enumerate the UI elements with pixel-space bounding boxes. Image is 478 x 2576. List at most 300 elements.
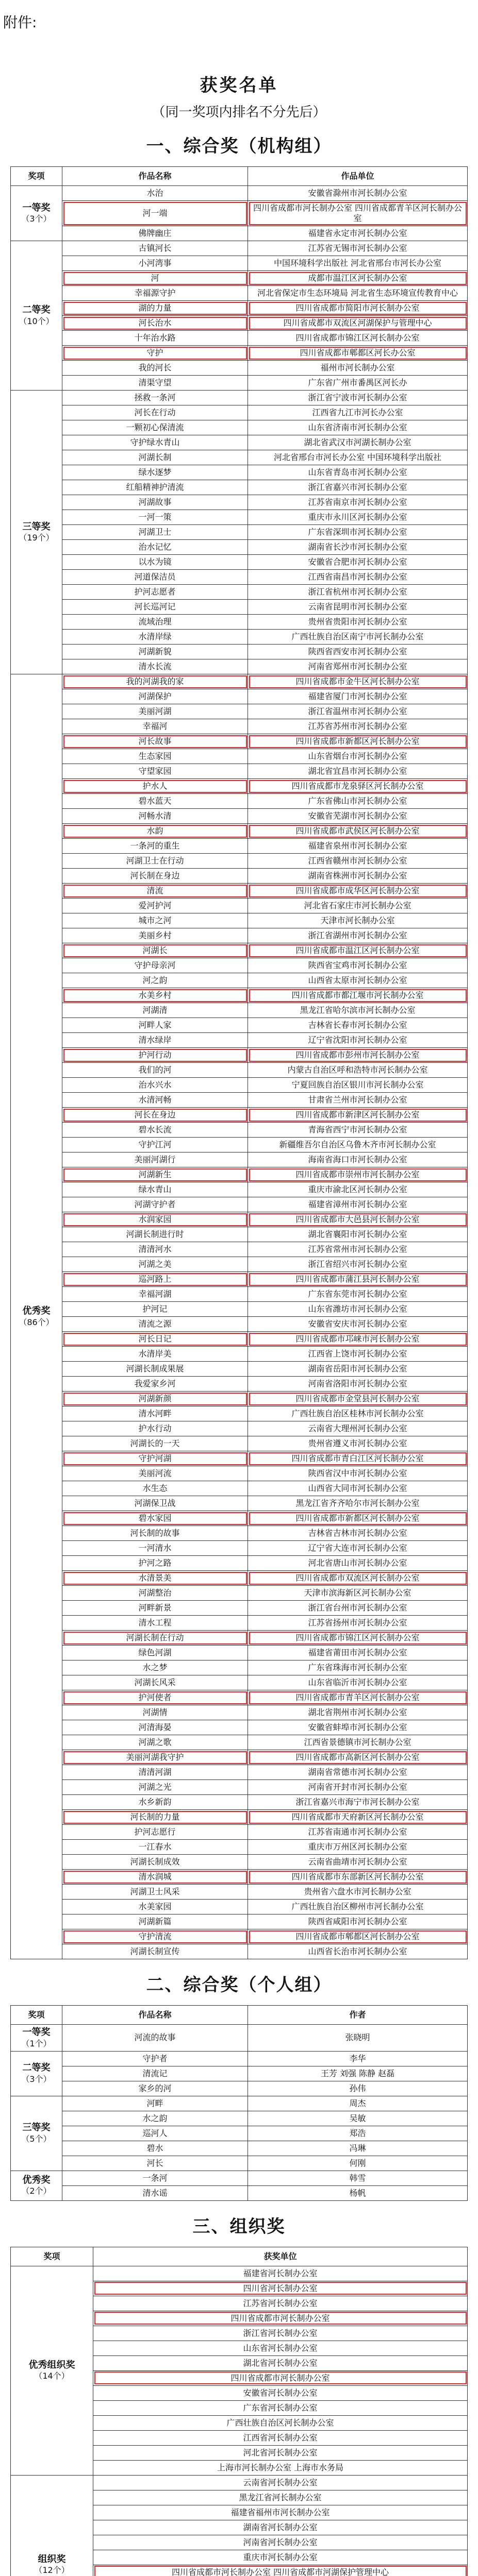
award-category-label: 二等奖 bbox=[22, 304, 51, 316]
work-unit: 黑龙江省齐齐哈尔市河长制办公室 bbox=[248, 1496, 468, 1511]
table-row bbox=[11, 256, 468, 271]
award-category bbox=[11, 2025, 62, 2052]
work-unit: 浙江省嘉兴市海宁市河长制办公室 bbox=[248, 1795, 468, 1810]
work-unit: 四川省成都市新都区河长制办公室 bbox=[248, 1511, 468, 1526]
table-row bbox=[11, 943, 468, 958]
work-name: 水清河畅 bbox=[62, 1093, 248, 1108]
work-unit: 河南省郑州市河长制办公室 bbox=[248, 659, 468, 674]
table-row bbox=[11, 271, 468, 286]
table-row bbox=[11, 1705, 468, 1720]
document-subtitle: （同一奖项内排名不分先后） bbox=[152, 105, 326, 120]
work-name: 美丽乡村 bbox=[62, 928, 248, 943]
work-name: 清水润城 bbox=[62, 1870, 248, 1885]
work-name: 拯救一条河 bbox=[62, 391, 248, 405]
award-category-label: 三等奖 bbox=[22, 2122, 51, 2133]
work-unit: 吉林省吉林市河长制办公室 bbox=[248, 1526, 468, 1541]
work-unit: 四川省成都市武侯区河长制办公室 bbox=[248, 824, 468, 839]
work-name: 河湖卫士 bbox=[62, 525, 248, 540]
table-row bbox=[11, 674, 468, 689]
winner-unit: 云南省河长制办公室 bbox=[93, 2475, 468, 2490]
winner-unit: 河北省河长制办公室 bbox=[93, 2445, 468, 2460]
award-table bbox=[10, 166, 468, 1959]
work-name: 河湖新生 bbox=[62, 1167, 248, 1182]
table-row bbox=[11, 749, 468, 764]
work-name: 河长 bbox=[62, 2156, 248, 2171]
table-row bbox=[11, 869, 468, 884]
table-row bbox=[11, 2475, 468, 2490]
table-row bbox=[11, 2025, 468, 2052]
work-name: 河长故事 bbox=[62, 734, 248, 749]
work-name: 河湖故事 bbox=[62, 495, 248, 510]
work-name: 守护母亲河 bbox=[62, 958, 248, 973]
award-count: （1个） bbox=[21, 2038, 52, 2048]
work-unit: 湖北省襄阳市河长制办公室 bbox=[248, 1227, 468, 1242]
work-name: 治水记忆 bbox=[62, 540, 248, 555]
work-name: 清水河畔 bbox=[62, 1406, 248, 1421]
table-row bbox=[11, 1018, 468, 1033]
work-unit: 浙江省宁波市河长制办公室 bbox=[248, 391, 468, 405]
work-name: 河长制的故事 bbox=[62, 1526, 248, 1541]
winner-unit: 四川省成都市河长制办公室 bbox=[93, 2311, 468, 2326]
table-row bbox=[11, 2111, 468, 2126]
work-unit: 安徽省芜湖市河长制办公室 bbox=[248, 809, 468, 824]
work-name: 河道保洁员 bbox=[62, 570, 248, 585]
table-row bbox=[11, 1810, 468, 1825]
work-name: 碧水家园 bbox=[62, 1511, 248, 1526]
work-name: 清水绿岸 bbox=[62, 1033, 248, 1048]
work-name: 河之韵 bbox=[62, 973, 248, 988]
work-unit: 王芳 刘强 陈静 赵磊 bbox=[248, 2066, 468, 2081]
table-row bbox=[11, 1795, 468, 1810]
work-unit: 江苏省南京市河长制办公室 bbox=[248, 495, 468, 510]
work-unit: 浙江省台州市河长制办公室 bbox=[248, 1601, 468, 1616]
work-unit: 吴敏 bbox=[248, 2111, 468, 2126]
award-count: （3个） bbox=[21, 2074, 52, 2084]
work-unit: 福建省漳州市河长制办公室 bbox=[248, 1197, 468, 1212]
work-unit: 安徽省蚌埠市河长制办公室 bbox=[248, 1720, 468, 1735]
attachment-label: 附件: bbox=[3, 14, 37, 31]
work-unit: 江西省上饶市河长制办公室 bbox=[248, 1347, 468, 1362]
work-unit: 韩雪 bbox=[248, 2171, 468, 2185]
award-count: （12个） bbox=[34, 2565, 70, 2575]
work-name: 河湖新貌 bbox=[62, 645, 248, 659]
work-unit: 江西省南昌市河长制办公室 bbox=[248, 570, 468, 585]
work-name: 家乡的河 bbox=[62, 2081, 248, 2096]
work-unit: 湖南省岳阳市河长制办公室 bbox=[248, 1362, 468, 1377]
winner-unit: 江西省河长制办公室 bbox=[93, 2430, 468, 2445]
work-name: 水美乡村 bbox=[62, 988, 248, 1003]
work-name: 绿色河湖 bbox=[62, 1646, 248, 1660]
work-name: 绿水逐梦 bbox=[62, 465, 248, 480]
column-header: 作品名称 bbox=[62, 2006, 248, 2025]
table-row bbox=[11, 719, 468, 734]
work-name: 河长日记 bbox=[62, 1332, 248, 1347]
work-unit: 四川省成都市邛崃市河长制办公室 bbox=[248, 1332, 468, 1347]
work-unit: 云南省大理州河长制办公室 bbox=[248, 1421, 468, 1436]
work-name: 河湖之歌 bbox=[62, 1735, 248, 1750]
award-count: （14个） bbox=[34, 2371, 70, 2381]
work-unit: 四川省成都市锦江区河长制办公室 bbox=[248, 331, 468, 346]
table-row bbox=[11, 286, 468, 301]
work-name: 清清河水 bbox=[62, 1242, 248, 1257]
work-unit: 四川省成都市双流区河长制办公室 bbox=[248, 1571, 468, 1586]
winner-unit: 广西壮族自治区河长制办公室 bbox=[93, 2415, 468, 2430]
work-unit: 广东省珠海市河长制办公室 bbox=[248, 1660, 468, 1675]
work-name: 清水工程 bbox=[62, 1616, 248, 1631]
table-row bbox=[11, 1586, 468, 1601]
winner-unit: 四川省河长制办公室 bbox=[93, 2281, 468, 2296]
work-name: 河湖整治 bbox=[62, 1586, 248, 1601]
table-row bbox=[11, 1392, 468, 1406]
work-unit: 浙江省嘉兴市河长制办公室 bbox=[248, 480, 468, 495]
table-row bbox=[11, 2126, 468, 2141]
work-unit: 周杰 bbox=[248, 2096, 468, 2111]
work-name: 守护清流 bbox=[62, 1929, 248, 1944]
work-unit: 四川省成都市高新区河长制办公室 bbox=[248, 1750, 468, 1765]
award-category bbox=[11, 2096, 62, 2171]
table-row bbox=[11, 2066, 468, 2081]
work-unit: 广东省广州市番禺区河长办 bbox=[248, 376, 468, 391]
work-unit: 山东省济南市河长制办公室 bbox=[248, 420, 468, 435]
winner-unit: 江苏省河长制办公室 bbox=[93, 2296, 468, 2311]
work-name: 水清景美 bbox=[62, 1571, 248, 1586]
work-name: 河湖长制进行时 bbox=[62, 1227, 248, 1242]
work-name: 一条河的重生 bbox=[62, 839, 248, 854]
column-header: 奖项 bbox=[11, 2247, 93, 2266]
work-unit: 江苏省扬州市河长制办公室 bbox=[248, 1616, 468, 1631]
section-title: 三、组织奖 bbox=[192, 2216, 286, 2237]
column-header: 作品单位 bbox=[248, 167, 468, 186]
work-unit: 福州市河长制办公室 bbox=[248, 361, 468, 376]
work-name: 水韵 bbox=[62, 824, 248, 839]
work-name: 巡河路上 bbox=[62, 1272, 248, 1287]
table-row bbox=[11, 1929, 468, 1944]
work-name: 河湖长制在行动 bbox=[62, 1631, 248, 1646]
table-row bbox=[11, 1421, 468, 1436]
award-category bbox=[11, 186, 62, 241]
work-unit: 福建省厦门市河长制办公室 bbox=[248, 689, 468, 704]
table-row bbox=[11, 689, 468, 704]
work-unit: 四川省成都市崇州市河长制办公室 bbox=[248, 1167, 468, 1182]
work-name: 河湖情 bbox=[62, 1705, 248, 1720]
work-name: 河畔人家 bbox=[62, 1018, 248, 1033]
table-row bbox=[11, 1003, 468, 1018]
table-row bbox=[11, 973, 468, 988]
award-count: （3个） bbox=[21, 214, 52, 224]
work-name: 清流记 bbox=[62, 2066, 248, 2081]
work-name: 护河记 bbox=[62, 1302, 248, 1317]
work-name: 一颗初心保清流 bbox=[62, 420, 248, 435]
table-row bbox=[11, 734, 468, 749]
work-name: 碧水长流 bbox=[62, 1123, 248, 1138]
work-name: 护水人 bbox=[62, 779, 248, 794]
table-row bbox=[11, 1690, 468, 1705]
work-unit: 山东省潍坊市河长制办公室 bbox=[248, 1302, 468, 1317]
table-row bbox=[11, 1944, 468, 1959]
work-name: 河湖卫士风采 bbox=[62, 1885, 248, 1900]
table-row bbox=[11, 1048, 468, 1063]
work-unit: 河北省唐山市河长制办公室 bbox=[248, 1556, 468, 1571]
winner-unit: 山东省河长制办公室 bbox=[93, 2341, 468, 2355]
award-category bbox=[11, 241, 62, 391]
sections-container bbox=[0, 132, 478, 2576]
table-row bbox=[11, 1272, 468, 1287]
table-row bbox=[11, 495, 468, 510]
work-unit: 云南省曲靖市河长制办公室 bbox=[248, 1855, 468, 1870]
winner-unit: 湖南省河长制办公室 bbox=[93, 2520, 468, 2535]
work-unit: 江苏省苏州市河长制办公室 bbox=[248, 719, 468, 734]
winner-unit: 广东省河长制办公室 bbox=[93, 2400, 468, 2415]
table-row bbox=[11, 555, 468, 570]
work-name: 河流的故事 bbox=[62, 2025, 248, 2052]
work-unit: 浙江省杭州市河长制办公室 bbox=[248, 585, 468, 600]
winner-unit: 福建省河长制办公室 bbox=[93, 2266, 468, 2281]
award-category-label: 组织奖 bbox=[38, 2553, 66, 2565]
award-category-label: 一等奖 bbox=[22, 202, 51, 213]
table-row bbox=[11, 988, 468, 1003]
table-row bbox=[11, 201, 468, 226]
work-name: 美丽河湖 bbox=[62, 704, 248, 719]
winner-unit: 黑龙江省河长制办公室 bbox=[93, 2490, 468, 2505]
work-unit: 吉林省长春市河长制办公室 bbox=[248, 1018, 468, 1033]
work-name: 红船精神护清流 bbox=[62, 480, 248, 495]
winner-unit: 湖北省河长制办公室 bbox=[93, 2355, 468, 2370]
work-name: 清流 bbox=[62, 884, 248, 899]
work-unit: 内蒙古自治区呼和浩特市河长制办公室 bbox=[248, 1063, 468, 1078]
work-unit: 甘肃省兰州市河长制办公室 bbox=[248, 1093, 468, 1108]
table-row bbox=[11, 405, 468, 420]
work-name: 绿水青山 bbox=[62, 1182, 248, 1197]
work-name: 河畔 bbox=[62, 2096, 248, 2111]
winner-unit: 河南省河长制办公室 bbox=[93, 2535, 468, 2550]
winner-unit: 福建省福州市河长制办公室 bbox=[93, 2505, 468, 2520]
table-row bbox=[11, 331, 468, 346]
work-name: 河湖长制成效 bbox=[62, 1855, 248, 1870]
work-unit: 广东省佛山市河长制办公室 bbox=[248, 794, 468, 809]
work-unit: 李华 bbox=[248, 2051, 468, 2066]
work-name: 十年治水路 bbox=[62, 331, 248, 346]
work-name: 清清河湖 bbox=[62, 1765, 248, 1780]
table-row bbox=[11, 1765, 468, 1780]
work-unit: 陕西省汉中市河长制办公室 bbox=[248, 1466, 468, 1481]
work-unit: 广西壮族自治区桂林市河长制办公室 bbox=[248, 1406, 468, 1421]
work-unit: 四川省成都市简阳市河长制办公室 bbox=[248, 301, 468, 316]
table-row bbox=[11, 346, 468, 361]
work-name: 清渠守望 bbox=[62, 376, 248, 391]
work-name: 治水兴水 bbox=[62, 1078, 248, 1093]
table-row bbox=[11, 465, 468, 480]
work-unit: 江西省赣州市河长制办公室 bbox=[248, 854, 468, 869]
work-unit: 四川省成都市成华区河长制办公室 bbox=[248, 884, 468, 899]
work-unit: 河北省石家庄市河长制办公室 bbox=[248, 899, 468, 913]
work-unit: 宁夏回族自治区银川市河长制办公室 bbox=[248, 1078, 468, 1093]
work-name: 河湖长制 bbox=[62, 450, 248, 465]
work-name: 美丽河湖行 bbox=[62, 1153, 248, 1167]
table-row bbox=[11, 1093, 468, 1108]
award-category-label: 优秀奖 bbox=[22, 2174, 51, 2185]
table-row bbox=[11, 1511, 468, 1526]
work-unit: 张晓明 bbox=[248, 2025, 468, 2052]
work-name: 河长制的力量 bbox=[62, 1810, 248, 1825]
work-name: 护河使者 bbox=[62, 1690, 248, 1705]
work-name: 水之梦 bbox=[62, 1660, 248, 1675]
work-unit: 四川省成都市金堂县河长制办公室 bbox=[248, 1392, 468, 1406]
work-name: 河湖长制宣传 bbox=[62, 1944, 248, 1959]
work-unit: 福建省泉州市河长制办公室 bbox=[248, 839, 468, 854]
table-row bbox=[11, 1556, 468, 1571]
table-row bbox=[11, 615, 468, 630]
table-row bbox=[11, 1242, 468, 1257]
work-unit: 中国环境科学出版社 河北省邢台市河长办公室 bbox=[248, 256, 468, 271]
work-unit: 四川省成都市新津区河长制办公室 bbox=[248, 1108, 468, 1123]
work-name: 守护 bbox=[62, 346, 248, 361]
work-name: 清流之源 bbox=[62, 1317, 248, 1332]
work-name: 水治 bbox=[62, 186, 248, 201]
work-name: 清水长流 bbox=[62, 659, 248, 674]
table-row bbox=[11, 1406, 468, 1421]
table-row bbox=[11, 1870, 468, 1885]
work-unit: 湖南省长沙市河长制办公室 bbox=[248, 540, 468, 555]
work-name: 河一端 bbox=[62, 201, 248, 226]
work-unit: 广西壮族自治区柳州市河长制办公室 bbox=[248, 1900, 468, 1914]
award-table bbox=[10, 2005, 468, 2201]
work-unit: 浙江省湖州市河长制办公室 bbox=[248, 928, 468, 943]
work-name: 流域治理 bbox=[62, 615, 248, 630]
work-unit: 浙江省温州市河长制办公室 bbox=[248, 704, 468, 719]
work-name: 河清海晏 bbox=[62, 1720, 248, 1735]
award-category bbox=[11, 2171, 62, 2200]
work-unit: 河南省洛阳市河长制办公室 bbox=[248, 1377, 468, 1392]
table-row bbox=[11, 1167, 468, 1182]
work-name: 清水谣 bbox=[62, 2185, 248, 2200]
table-row bbox=[11, 1541, 468, 1556]
work-unit: 成都市温江区河长制办公室 bbox=[248, 271, 468, 286]
work-unit: 山西省太原市河长制办公室 bbox=[248, 973, 468, 988]
work-unit: 郑浩 bbox=[248, 2126, 468, 2141]
work-unit: 四川省成都市河长制办公室 四川省成都青羊区河长制办公室 bbox=[248, 201, 468, 226]
work-unit: 四川省成都市天府新区河长制办公室 bbox=[248, 1810, 468, 1825]
work-name: 护河之路 bbox=[62, 1556, 248, 1571]
work-name: 河湖保护 bbox=[62, 689, 248, 704]
work-unit: 四川省成都市蒲江县河长制办公室 bbox=[248, 1272, 468, 1287]
work-name: 我的河湖我的家 bbox=[62, 674, 248, 689]
table-row bbox=[11, 1496, 468, 1511]
table-row bbox=[11, 1287, 468, 1302]
work-name: 湖的力量 bbox=[62, 301, 248, 316]
winner-unit: 四川省成都市河长制办公室 bbox=[93, 2370, 468, 2385]
work-unit: 浙江省绍兴市河长制办公室 bbox=[248, 1257, 468, 1272]
work-name: 河湖长的一天 bbox=[62, 1436, 248, 1451]
work-unit: 山东省烟台市河长制办公室 bbox=[248, 749, 468, 764]
work-name: 河湖守护者 bbox=[62, 1197, 248, 1212]
table-row bbox=[11, 1138, 468, 1153]
table-row bbox=[11, 1078, 468, 1093]
work-unit: 四川省成都市金牛区河长制办公室 bbox=[248, 674, 468, 689]
table-row bbox=[11, 525, 468, 540]
work-unit: 黑龙江省哈尔滨市河长制办公室 bbox=[248, 1003, 468, 1018]
table-row bbox=[11, 1466, 468, 1481]
table-row bbox=[11, 420, 468, 435]
table-row bbox=[11, 316, 468, 331]
table-row bbox=[11, 1855, 468, 1870]
work-unit: 四川省成都市彭州市河长制办公室 bbox=[248, 1048, 468, 1063]
winner-unit: 上海市河长制办公室 上海市水务局 bbox=[93, 2460, 468, 2475]
table-row bbox=[11, 958, 468, 973]
table-row bbox=[11, 1332, 468, 1347]
work-unit: 江苏省常州市河长制办公室 bbox=[248, 1242, 468, 1257]
work-unit: 天津市滨海新区河长制办公室 bbox=[248, 1586, 468, 1601]
award-count: （86个） bbox=[19, 1317, 54, 1327]
work-name: 河长治水 bbox=[62, 316, 248, 331]
work-unit: 江苏省南通市河长制办公室 bbox=[248, 1825, 468, 1840]
award-category bbox=[11, 2475, 93, 2576]
work-unit: 广东省东莞市河长制办公室 bbox=[248, 1287, 468, 1302]
work-unit: 杨帆 bbox=[248, 2185, 468, 2200]
award-category bbox=[11, 2051, 62, 2096]
table-row bbox=[11, 645, 468, 659]
work-unit: 四川省成都市双流区河湖保护与管理中心 bbox=[248, 316, 468, 331]
table-row bbox=[11, 659, 468, 674]
work-name: 守护河湖 bbox=[62, 1451, 248, 1466]
table-row bbox=[11, 1616, 468, 1631]
table-row bbox=[11, 2171, 468, 2185]
winner-unit: 四川省成都市河长制办公室 四川省成都市河湖保护管理中心 bbox=[93, 2565, 468, 2576]
table-row bbox=[11, 540, 468, 555]
work-unit: 陕西省咸阳市河长制办公室 bbox=[248, 1914, 468, 1929]
work-name: 幸福河 bbox=[62, 719, 248, 734]
work-name: 守护江河 bbox=[62, 1138, 248, 1153]
work-unit: 四川省成都市东部新区河长制办公室 bbox=[248, 1870, 468, 1885]
work-name: 河长制在身边 bbox=[62, 869, 248, 884]
work-name: 碧水蓝天 bbox=[62, 794, 248, 809]
work-name: 河湖新颜 bbox=[62, 1392, 248, 1406]
table-row bbox=[11, 510, 468, 525]
work-name: 小河湾事 bbox=[62, 256, 248, 271]
work-name: 河湖长制成果展 bbox=[62, 1362, 248, 1377]
work-unit: 江西省九江市河长办公室 bbox=[248, 405, 468, 420]
work-unit: 四川省成都市青白江区河长制办公室 bbox=[248, 1451, 468, 1466]
table-row bbox=[11, 839, 468, 854]
table-row bbox=[11, 1646, 468, 1660]
table-row bbox=[11, 2141, 468, 2156]
table-row bbox=[11, 1481, 468, 1496]
table-row bbox=[11, 794, 468, 809]
work-unit: 天津市河长制办公室 bbox=[248, 913, 468, 928]
work-unit: 云南省昆明市河长制办公室 bbox=[248, 600, 468, 615]
work-unit: 河南省开封市河长制办公室 bbox=[248, 1780, 468, 1795]
column-header: 奖项 bbox=[11, 2006, 62, 2025]
table-row bbox=[11, 480, 468, 495]
work-name: 河湖清 bbox=[62, 1003, 248, 1018]
work-name: 我爱家乡河 bbox=[62, 1377, 248, 1392]
table-row bbox=[11, 570, 468, 585]
table-row bbox=[11, 600, 468, 615]
table-row bbox=[11, 913, 468, 928]
work-name: 河畅水清 bbox=[62, 809, 248, 824]
table-row bbox=[11, 764, 468, 779]
work-name: 河长在行动 bbox=[62, 405, 248, 420]
table-row bbox=[11, 1123, 468, 1138]
table-row bbox=[11, 1526, 468, 1541]
work-unit: 冯琳 bbox=[248, 2141, 468, 2156]
work-unit: 重庆市永川区河长制办公室 bbox=[248, 510, 468, 525]
work-name: 美丽河湖我守护 bbox=[62, 1750, 248, 1765]
work-name: 护河志愿者 bbox=[62, 585, 248, 600]
table-row bbox=[11, 361, 468, 376]
work-name: 巡河人 bbox=[62, 2126, 248, 2141]
table-row bbox=[11, 1347, 468, 1362]
work-name: 河湖之美 bbox=[62, 1257, 248, 1272]
